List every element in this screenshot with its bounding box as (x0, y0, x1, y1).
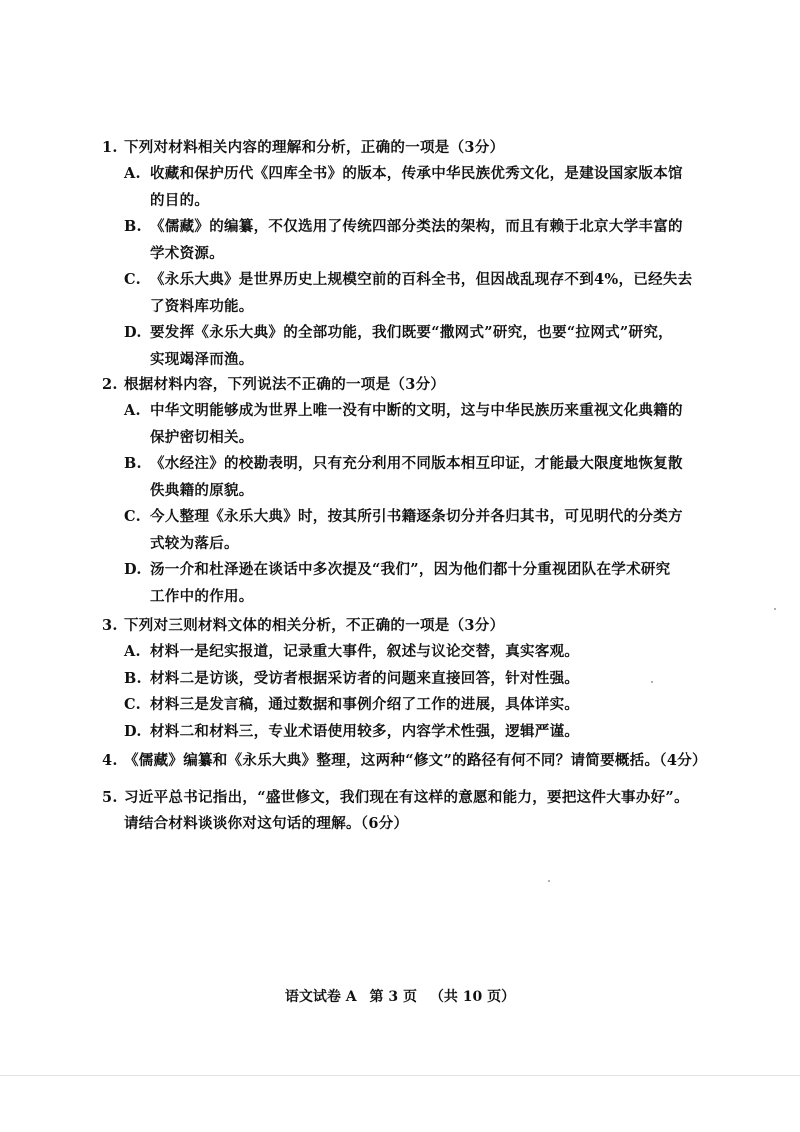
option-letter: A. (124, 643, 141, 660)
question-text: 《儒藏》编纂和《永乐大典》整理，这两种“修文”的路径有何不同？请简要概括。（4分） (124, 752, 707, 769)
option-text: 《水经注》的校勘表明，只有充分利用不同版本相互印证，才能最大限度地恢复散 (150, 455, 683, 472)
option-c (124, 504, 702, 557)
option-text: 中华文明能够成为世界上唯一没有中断的文明，这与中华民族历来重视文化典籍的 (150, 402, 683, 419)
option-d (124, 557, 702, 610)
option-c (124, 267, 702, 320)
question-5 (102, 785, 702, 837)
question-text: 下列对材料相关内容的理解和分析，正确的一项是（3分） (124, 139, 505, 156)
question-number: 1. (102, 139, 118, 156)
option-text-continued: 学术资源。 (150, 244, 224, 262)
option-letter: D. (124, 561, 142, 578)
option-d (124, 320, 702, 373)
option-text: 汤一介和杜泽逊在谈话中多次提及“我们”，因为他们都十分重视团队在学术研究 (150, 561, 671, 578)
question-text: 根据材料内容，下列说法不正确的一项是（3分） (124, 376, 446, 393)
option-a (124, 161, 702, 214)
option-text-continued: 式较为落后。 (150, 534, 239, 552)
option-letter: D. (124, 324, 142, 341)
option-text: 材料三是发言稿，通过数据和事例介绍了工作的进展，具体详实。 (150, 696, 580, 713)
question-4 (102, 748, 707, 774)
scan-speck (548, 880, 550, 882)
question-1 (102, 135, 702, 373)
option-letter: A. (124, 402, 141, 419)
option-text-continued: 保护密切相关。 (150, 428, 254, 446)
option-b (124, 666, 702, 693)
option-text-continued: 实现竭泽而渔。 (150, 350, 254, 368)
option-text: 今人整理《永乐大典》时，按其所引书籍逐条切分并各归其书，可见明代的分类方 (150, 508, 683, 525)
option-letter: C. (124, 271, 141, 288)
option-b (124, 214, 702, 267)
question-stem (102, 613, 702, 639)
option-b (124, 451, 702, 504)
question-2 (102, 372, 702, 610)
option-text-continued: 的目的。 (150, 191, 210, 209)
footer-page-number: 第 3 页 (369, 989, 417, 1005)
question-3 (102, 613, 702, 745)
option-letter: B. (124, 218, 142, 235)
option-text: 收藏和保护历代《四库全书》的版本，传承中华民族优秀文化，是建设国家版本馆 (150, 165, 683, 182)
option-text: 《永乐大典》是世界历史上规模空前的百科全书，但因战乱现存不到4%，已经失去 (150, 271, 693, 288)
option-text: 材料一是纪实报道，记录重大事件，叙述与议论交替，真实客观。 (150, 643, 580, 660)
page-footer (0, 986, 800, 1006)
footer-total-pages: （共 10 页） (429, 989, 516, 1005)
scan-speck (774, 608, 776, 610)
option-text: 材料二和材料三，专业术语使用较多，内容学术性强，逻辑严谨。 (150, 722, 580, 740)
option-text: 要发挥《永乐大典》的全部功能，我们既要“撒网式”研究，也要“拉网式”研究， (150, 324, 673, 341)
option-letter: A. (124, 165, 141, 182)
option-d (124, 719, 702, 746)
option-a (124, 639, 702, 666)
question-text-continued: 请结合材料谈谈你对这句话的理解。（6分） (124, 815, 409, 832)
option-c (124, 692, 702, 719)
question-text: 下列对三则材料文体的相关分析，不正确的一项是（3分） (124, 617, 505, 634)
question-stem (102, 748, 707, 774)
question-number: 2. (102, 376, 118, 393)
option-text-continued: 工作中的作用。 (150, 587, 254, 605)
option-text: 材料二是访谈，受访者根据采访者的问题来直接回答，针对性强。 (150, 669, 580, 687)
question-text: 习近平总书记指出，“盛世修文，我们现在有这样的意愿和能力，要把这件大事办好”。 (124, 789, 689, 806)
option-text: 《儒藏》的编纂，不仅选用了传统四部分类法的架构，而且有赖于北京大学丰富的 (150, 218, 683, 235)
option-text-continued: 了资料库功能。 (150, 297, 254, 315)
option-letter: C. (124, 696, 141, 713)
question-stem (102, 135, 702, 161)
option-letter: B. (124, 669, 142, 687)
option-a (124, 398, 702, 451)
question-stem (102, 372, 702, 398)
option-letter: C. (124, 508, 141, 525)
question-number: 4. (102, 752, 118, 769)
question-stem (102, 785, 702, 811)
question-number: 3. (102, 617, 118, 634)
question-number: 5. (102, 789, 118, 806)
scan-speck (651, 681, 653, 683)
scan-edge-line (0, 1075, 800, 1076)
option-text-continued: 佚典籍的原貌。 (150, 481, 254, 499)
footer-subject: 语文试卷 A (284, 989, 357, 1005)
option-letter: B. (124, 455, 142, 472)
option-letter: D. (124, 722, 142, 740)
